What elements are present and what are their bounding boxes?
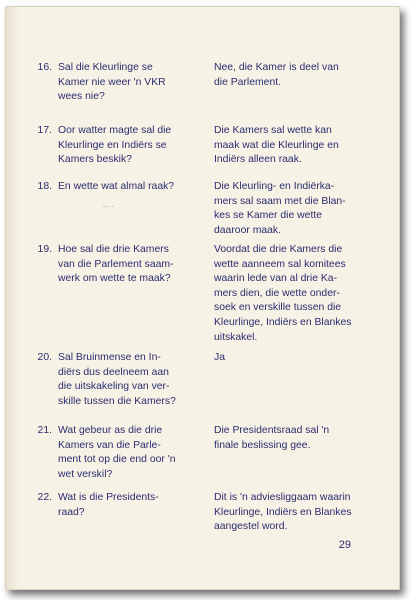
answer-text — [214, 124, 358, 168]
answer-text — [214, 61, 358, 90]
question-text — [58, 124, 190, 168]
question-line: raad? — [58, 506, 85, 518]
answer-line: Kleurlinge, Indiërs en Blankes — [214, 316, 352, 328]
question-line: Kamer nie weer 'n VKR — [58, 76, 166, 88]
answer-line: waarin lede van al drie Ka- — [214, 273, 338, 285]
question-line: Wat is die Presidents- — [58, 492, 159, 503]
question-line: Kamers van die Parle- — [58, 439, 161, 451]
question-number: 22. — [37, 492, 52, 503]
question-line: wet verskil? — [58, 468, 113, 480]
question-line: Sal die Kleurlinge se — [58, 62, 153, 73]
question-line: Kleurlinge en Indiërs se — [58, 139, 167, 151]
question-text — [58, 491, 190, 520]
answer-line: Die Kleurling- en Indiërka- — [214, 181, 335, 192]
question-line: die uitskakeling van ver- — [58, 381, 170, 393]
question-number: 18. — [37, 181, 52, 192]
question-number: 17. — [37, 125, 52, 136]
question-number: 19. — [37, 244, 52, 255]
question-line: van die Parlement saam- — [58, 258, 174, 270]
question-line: diërs dus deelneem aan — [58, 366, 169, 378]
answer-line: Nee, die Kamer is deel van — [214, 62, 339, 73]
answer-line: Dit is 'n adviesliggaam waarin — [214, 492, 351, 503]
question-number: 21. — [37, 425, 52, 436]
question-line: Oor watter magte sal die — [58, 125, 172, 136]
question-number: 16. — [37, 62, 52, 73]
answer-line: aangestel word. — [214, 521, 288, 533]
question-line: werk om wette te maak? — [58, 273, 171, 285]
answer-line: Ja — [214, 352, 225, 363]
answer-text — [214, 351, 358, 366]
question-number: 20. — [37, 352, 52, 363]
question-line: ment tot op die end oor 'n — [58, 454, 176, 466]
answer-line: Die Presidentsraad sal 'n — [214, 425, 330, 436]
question-text — [58, 61, 190, 105]
question-line: Sal Bruinmense en In- — [58, 352, 161, 363]
answer-line: Indiërs alleen raak. — [214, 154, 302, 166]
question-line: Hoe sal die drie Kamers — [58, 244, 169, 255]
answer-line: Voordat die drie Kamers die — [214, 244, 343, 255]
question-text — [58, 351, 190, 409]
answer-text — [214, 491, 358, 535]
question-line: skille tussen die Kamers? — [58, 395, 176, 407]
answer-line: daaroor maak. — [214, 224, 281, 236]
answer-line: die Parlement. — [214, 76, 281, 88]
question-line: Kamers beskik? — [58, 154, 132, 166]
answer-line: wette aanneem sal komitees — [214, 258, 346, 270]
question-text — [58, 424, 190, 482]
question-text — [58, 243, 190, 287]
pencil-mark: ‑‑·‑ — [103, 204, 115, 210]
answer-line: mers dien, die wette onder- — [214, 287, 340, 299]
answer-line: soek en verskille tussen die — [214, 302, 342, 314]
book-page — [5, 6, 400, 590]
answer-line: mers sal saam met die Blan- — [214, 195, 346, 207]
answer-text — [214, 180, 358, 238]
answer-text — [214, 243, 358, 345]
question-line: wees nie? — [58, 91, 105, 103]
answer-line: Kleurlinge, Indiërs en Blankes — [214, 506, 352, 518]
answer-text — [214, 424, 358, 453]
question-text — [58, 180, 190, 195]
answer-line: maak wat die Kleurlinge en — [214, 139, 339, 151]
page-number: 29 — [338, 539, 351, 551]
question-line: Wat gebeur as die drie — [58, 425, 163, 436]
answer-line: finale beslissing gee. — [214, 439, 311, 451]
answer-line: kes se Kamer die wette — [214, 210, 322, 222]
answer-line: uitskakel. — [214, 331, 258, 343]
question-line: En wette wat almal raak? — [58, 181, 175, 192]
answer-line: Die Kamers sal wette kan — [214, 125, 332, 136]
